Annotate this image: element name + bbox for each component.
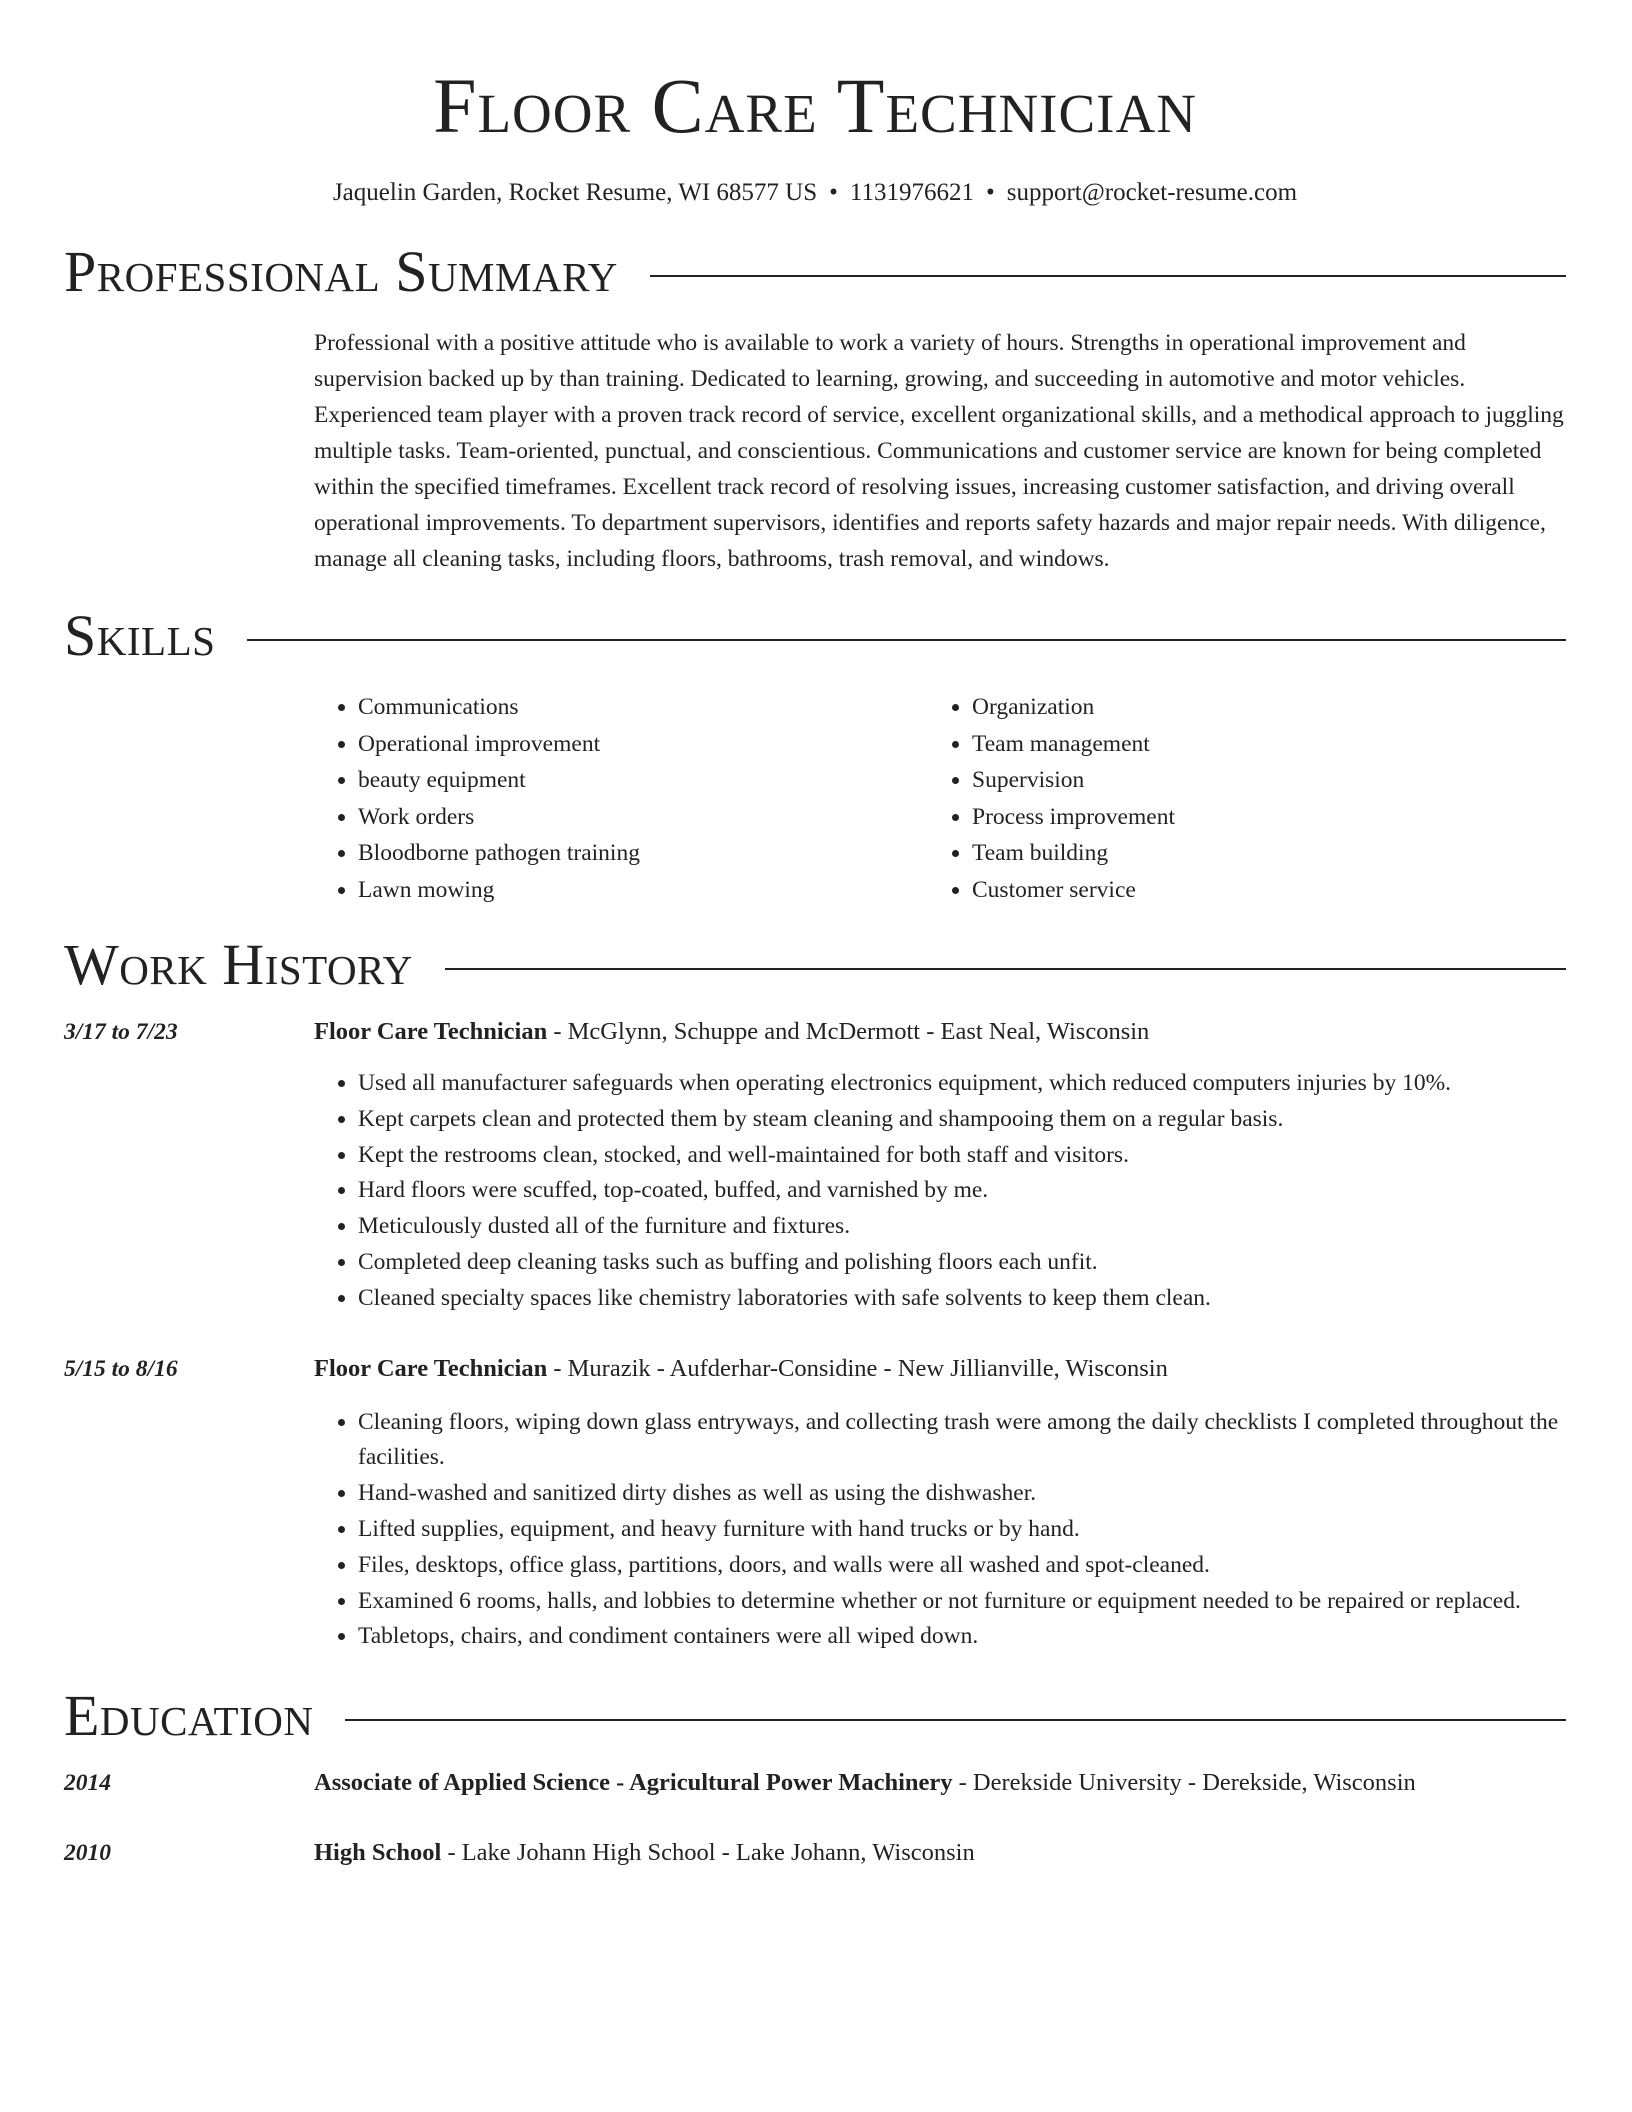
job-bullet: • Tabletops, chairs, and condiment containers were all wiped down. (358, 1619, 1566, 1655)
skill-item: • Communications (358, 689, 928, 726)
contact-email: support@rocket-resume.com (1006, 179, 1298, 206)
skill-item: • Bloodborne pathogen training (358, 835, 928, 872)
job-dates: 3/17 to 7/23 (64, 1019, 178, 1045)
job-bullet: • Cleaned specialty spaces like chemistry laboratories with safe solvents to keep them clean. (358, 1281, 1566, 1317)
skills-column-left (314, 689, 928, 908)
education-section-header (64, 1681, 1566, 1751)
skill-item: • Team management (972, 726, 1542, 763)
work-section-header (64, 930, 1566, 1000)
skill-item: • Operational improvement (358, 726, 928, 763)
education-entry (64, 1765, 1566, 1801)
section-divider (247, 639, 1566, 641)
skills-column-right (928, 689, 1542, 908)
job-entry (64, 1014, 1566, 1050)
skills-section-header (64, 601, 1566, 671)
education-title: Education (64, 1683, 314, 1749)
education-year: 2014 (64, 1770, 111, 1797)
education-heading (314, 1765, 1566, 1801)
job-bullet: • Kept the restrooms clean, stocked, and well-maintained for both staff and visitors. (358, 1138, 1566, 1174)
contact-separator: • (829, 179, 838, 206)
section-divider (650, 275, 1566, 277)
section-divider (345, 1719, 1566, 1721)
job-bullet: • Lifted supplies, equipment, and heavy furniture with hand trucks or by hand. (358, 1512, 1566, 1548)
education-heading (314, 1835, 1566, 1871)
skill-item: • Organization (972, 689, 1542, 726)
job-title: Floor Care Technician (314, 1018, 548, 1045)
job-heading (314, 1351, 1566, 1387)
skill-item: • Customer service (972, 872, 1542, 909)
job-bullet: • Files, desktops, office glass, partitions, doors, and walls were all washed and spot-cleaned. (358, 1548, 1566, 1584)
section-divider (445, 968, 1566, 970)
skill-item: • Process improvement (972, 799, 1542, 836)
job-bullet: • Kept carpets clean and protected them by steam cleaning and shampooing them on a regular basis. (358, 1102, 1566, 1138)
education-entry (64, 1835, 1566, 1871)
contact-line (64, 176, 1566, 210)
education-degree: High School (314, 1839, 442, 1867)
education-year: 2010 (64, 1840, 111, 1867)
contact-separator: • (985, 179, 995, 206)
job-dates: 5/15 to 8/16 (64, 1355, 178, 1382)
job-company: - Murazik - Aufderhar-Considine - New Jillianville, Wisconsin (547, 1354, 1168, 1382)
skill-item: • Team building (972, 835, 1542, 872)
education-school: - Derekside University - Derekside, Wisconsin (952, 1769, 1416, 1797)
job-entry (64, 1351, 1566, 1387)
skill-item: • beauty equipment (358, 762, 928, 799)
skill-item: • Lawn mowing (358, 872, 928, 909)
job-heading (314, 1014, 1566, 1050)
skill-item: • Work orders (358, 799, 928, 836)
job-bullet: • Completed deep cleaning tasks such as buffing and polishing floors each unfit. (358, 1245, 1566, 1281)
job-company: - McGlynn, Schuppe and McDermott - East Neal, Wisconsin (547, 1018, 1150, 1045)
job-title: Floor Care Technician (314, 1354, 548, 1382)
job-bullets (314, 1405, 1566, 1656)
summary-title: Professional Summary (64, 239, 618, 304)
summary-text: Professional with a positive attitude who is available to work a variety of hours. Strengths in operational improvement and supervision backed up by than training. Dedicated to learning, growing, and succeeding in automotive and motor vehicles. Experienced team player with a proven track record of service, excellent organizational skills, and a methodical approach to juggling multiple tasks. Team-oriented, punctual, and conscientious. Communications and customer service are known for being completed within the specified timeframes. Excellent track record of resolving issues, increasing customer satisfaction, and driving overall operational improvements. To department supervisors, identifies and reports safety hazards and major repair needs. With diligence, manage all cleaning tasks, including floors, bathrooms, trash removal, and windows. (314, 330, 1564, 572)
education-school: - Lake Johann High School - Lake Johann, Wisconsin (441, 1839, 975, 1867)
candidate-name: Floor Care Technician (433, 62, 1197, 149)
contact-phone: 1131976621 (849, 179, 974, 206)
skills-list (314, 689, 1566, 908)
job-bullet: • Used all manufacturer safeguards when operating electronics equipment, which reduced computers injuries by 10%. (358, 1066, 1566, 1102)
job-bullet: • Meticulously dusted all of the furniture and fixtures. (358, 1209, 1566, 1245)
summary-section-header (64, 237, 1566, 307)
job-bullets (314, 1066, 1566, 1317)
job-bullet: • Hand-washed and sanitized dirty dishes as well as using the dishwasher. (358, 1476, 1566, 1512)
skill-item: • Supervision (972, 762, 1542, 799)
contact-address: Jaquelin Garden, Rocket Resume, WI 68577 US (332, 179, 818, 206)
job-bullet: • Hard floors were scuffed, top-coated, buffed, and varnished by me. (358, 1173, 1566, 1209)
education-degree: Associate of Applied Science - Agricultural Power Machinery (314, 1769, 953, 1797)
work-title: Work History (64, 932, 413, 997)
skills-title: Skills (64, 603, 216, 668)
job-bullet: • Cleaning floors, wiping down glass entryways, and collecting trash were among the daily checklists I completed throughout the facilities. (358, 1405, 1566, 1477)
job-bullet: • Examined 6 rooms, halls, and lobbies to determine whether or not furniture or equipment needed to be repaired or replaced. (358, 1584, 1566, 1620)
